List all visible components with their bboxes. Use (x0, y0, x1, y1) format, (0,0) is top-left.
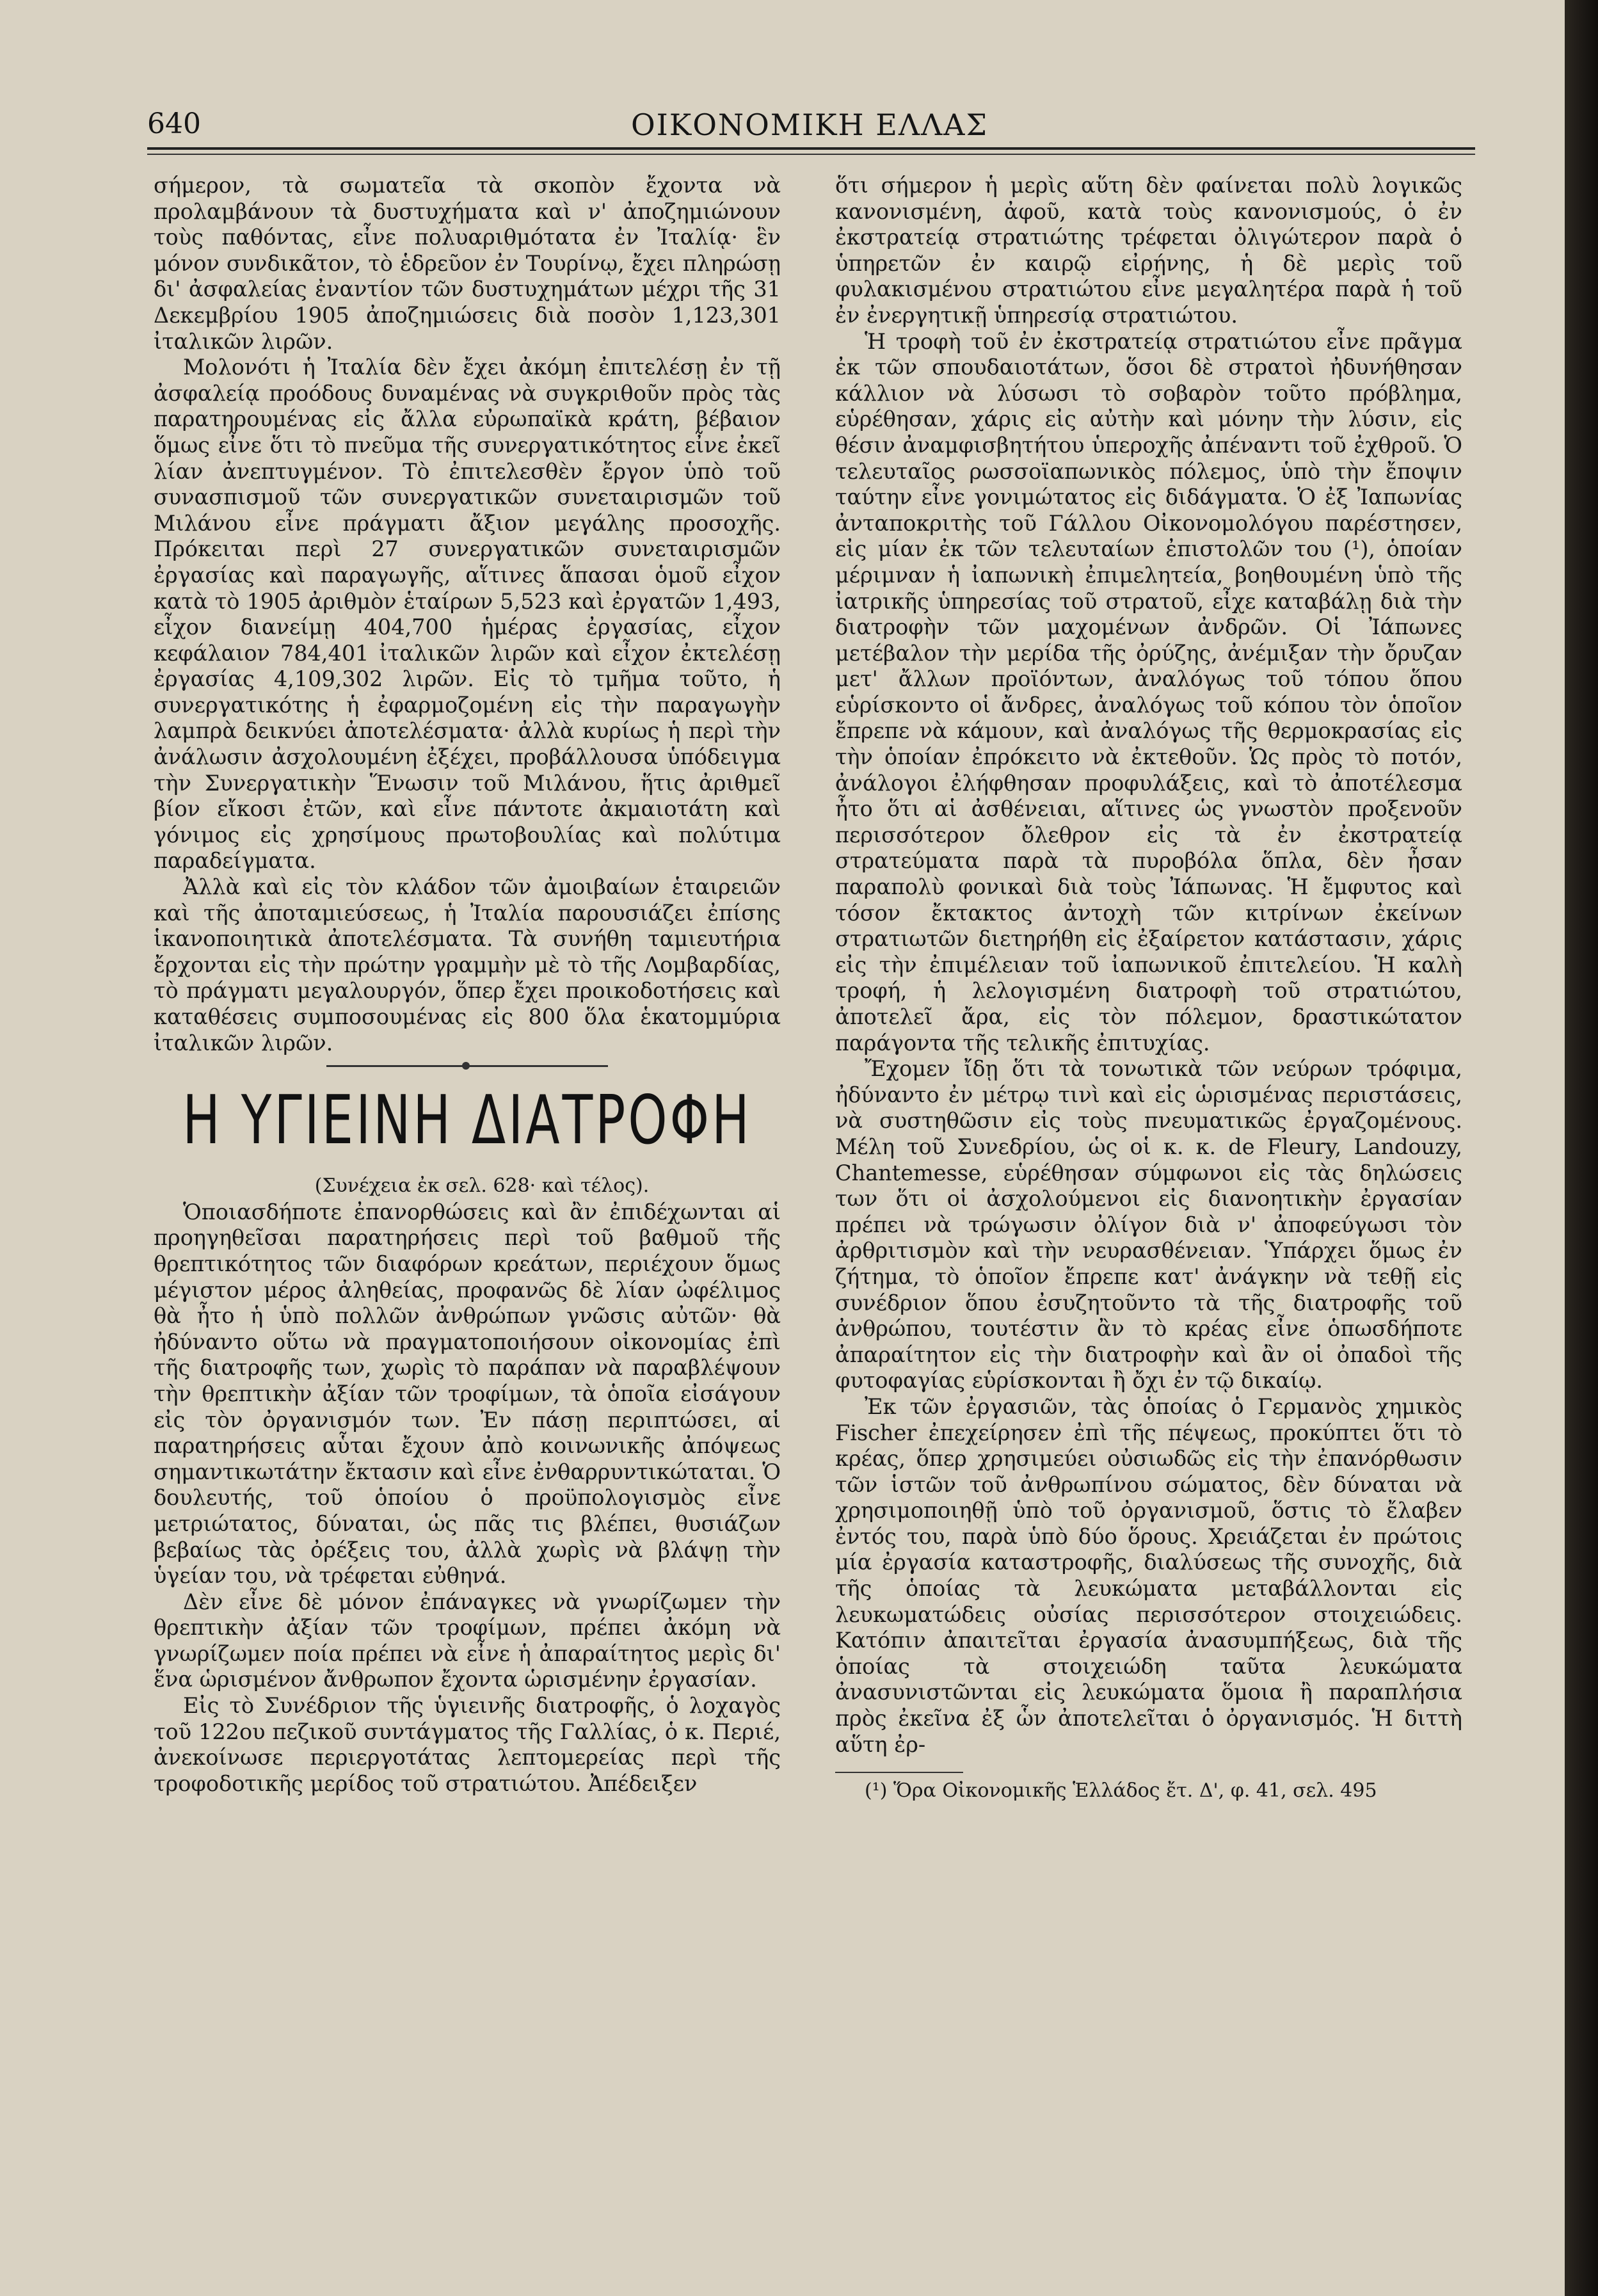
paragraph: Μολονότι ἡ Ἰταλία δὲν ἔχει ἀκόμη ἐπιτελέσῃ ἐν τῇ ἀσφαλείᾳ προόδους δυναμένας νὰ συγκριθοῦν πρὸς τὰς παρατηρουμένας εἰς ἄλλα εὐρωπαϊκὰ κράτη, βέβαιον ὅμως εἶνε ὅτι τὸ πνεῦμα τῆς συνεργατικότητος εἶνε ἐκεῖ λίαν ἀνεπτυγμένον. Τὸ ἐπιτελεσθὲν ἔργον ὑπὸ τοῦ συνασπισμοῦ τῶν συνεργατικῶν συνεταιρισμῶν τοῦ Μιλάνου εἶνε πράγματι ἄξιον μεγάλης προσοχῆς. Πρόκειται περὶ 27 συνεργατικῶν συνεταιρισμῶν ἐργασίας καὶ παραγωγῆς, αἵτινες ἅπασαι ὁμοῦ εἶχον κατὰ τὸ 1905 ἀριθμὸν ἑταίρων 5,523 καὶ ἐργατῶν 1,493, εἶχον διανείμῃ 404,700 ἡμέρας ἐργασίας, εἶχον κεφάλαιον 784,401 ἰταλικῶν λιρῶν καὶ εἶχον ἐκτελέσῃ ἐργασίας 4,109,302 λιρῶν. Εἰς τὸ τμῆμα τοῦτο, ἡ συνεργατικότης ἡ ἐφαρμοζομένη εἰς τὴν παραγωγὴν λαμπρὰ δεικνύει ἀποτελέσματα· ἀλλὰ κυρίως ἡ περὶ τὴν ἀνάλωσιν ἀσχολουμένη ἐξέχει, προβάλλουσα ὑπόδειγμα τὴν Συνεργατικὴν Ἕνωσιν τοῦ Μιλάνου, ἥτις ἀριθμεῖ βίον εἴκοσι ἐτῶν, καὶ εἶνε πάντοτε ἀκμαιοτάτη καὶ γόνιμος εἰς χρησίμους πρωτοβουλίας καὶ πολύτιμα παραδείγματα. (154, 355, 781, 874)
paragraph: Ἔχομεν ἴδῃ ὅτι τὰ τονωτικὰ τῶν νεύρων τρόφιμα, ἠδύναντο ἐν μέτρῳ τινὶ καὶ εἰς ὡρισμένας περιστάσεις, νὰ συστηθῶσιν εἰς τοὺς πνευματικῶς ἐργαζομένους. Μέλη τοῦ Συνεδρίου, ὡς οἱ κ. κ. de Fleury, Landouzy, Chantemesse, εὑρέθησαν σύμφωνοι εἰς τὰς δηλώσεις των ὅτι οἱ ἀσχολούμενοι εἰς διανοητικὴν ἐργασίαν πρέπει νὰ τρώγωσιν ὀλίγον διὰ ν' ἀποφεύγωσι τὸν ἀρθριτισμὸν καὶ τὴν νευρασθένειαν. Ὑπάρχει ὅμως ἐν ζήτημα, τὸ ὁποῖον ἔπρεπε κατ' ἀνάγκην νὰ τεθῇ εἰς συνέδριον ὅπου ἐσυζητοῦντο τὰ τῆς διατροφῆς τοῦ ἀνθρώπου, τουτέστιν ἂν τὸ κρέας εἶνε ὁπωσδήποτε ἀπαραίτητον εἰς τὴν διατροφὴν καὶ ἂν οἱ ὀπαδοὶ τῆς φυτοφαγίας εὑρίσκονται ἢ ὄχι ἐν τῷ δικαίῳ. (835, 1056, 1462, 1393)
running-title: ΟΙΚΟΝΟΜΙΚΗ ΕΛΛΑΣ (630, 108, 989, 142)
page-header (147, 108, 1472, 146)
section-divider (326, 1065, 608, 1067)
header-rule (147, 147, 1475, 150)
paragraph: Εἰς τὸ Συνέδριον τῆς ὑγιεινῆς διατροφῆς, ὁ λοχαγὸς τοῦ 122ου πεζικοῦ συντάγματος τῆς Γαλλίας, ὁ κ. Περιέ, ἀνεκοίνωσε περιεργοτάτας λεπτομερείας περὶ τῆς τροφοδοτικῆς μερίδος τοῦ στρατιώτου. Ἀπέδειξεν (154, 1693, 781, 1796)
section-subtitle: (Συνέχεια ἐκ σελ. 628· καὶ τέλος). (314, 1175, 650, 1198)
paragraph: Ἀλλὰ καὶ εἰς τὸν κλάδον τῶν ἀμοιβαίων ἑταιρειῶν καὶ τῆς ἀποταμιεύσεως, ἡ Ἰταλία παρουσιάζει ἐπίσης ἱκανοποιητικὰ ἀποτελέσματα. Τὰ συνήθη ταμιευτήρια ἔρχονται εἰς τὴν πρώτην γραμμὴν μὲ τὸ τῆς Λομβαρδίας, τὸ πράγματι μεγαλουργόν, ὅπερ ἔχει προικοδοτήσεις καὶ καταθέσεις συμποσουμένας εἰς 800 ὅλα ἑκατομμύρια ἰταλικῶν λιρῶν. (154, 874, 781, 1056)
paragraph: σήμερον, τὰ σωματεῖα τὰ σκοπὸν ἔχοντα νὰ προλαμβάνουν τὰ δυστυχήματα καὶ ν' ἀποζημιώνουν τοὺς παθόντας, εἶνε πολυαριθμότατα ἐν Ἰταλίᾳ· ἓν μόνον συνδικᾶτον, τὸ ἑδρεῦον ἐν Τουρίνῳ, ἔχει πληρώσῃ δι' ἀσφαλείας ἐναντίον τῶν δυστυχημάτων μέχρι τῆς 31 Δεκεμβρίου 1905 ἀποζημιώσεις διὰ ποσὸν 1,123,301 ἰταλικῶν λιρῶν. (154, 173, 781, 354)
paragraph: ὅτι σήμερον ἡ μερὶς αὕτη δὲν φαίνεται πολὺ λογικῶς κανονισμένη, ἀφοῦ, κατὰ τοὺς κανονισμούς, ὁ ἐν ἐκστρατείᾳ στρατιώτης τρέφεται ὀλιγώτερον παρὰ ὁ ὑπηρετῶν ἐν καιρῷ εἰρήνης, ἡ δὲ μερὶς τοῦ φυλακισμένου στρατιώτου εἶνε μεγαλητέρα παρὰ ἡ τοῦ ἐν ἐνεργητικῇ ὑπηρεσίᾳ στρατιώτου. (835, 173, 1462, 328)
paragraph: Ἐκ τῶν ἐργασιῶν, τὰς ὁποίας ὁ Γερμανὸς χημικὸς Fischer ἐπεχείρησεν ἐπὶ τῆς πέψεως, προκύπτει ὅτι τὸ κρέας, ὅπερ χρησιμεύει οὐσιωδῶς εἰς τὴν ἐπανόρθωσιν τῶν ἱστῶν τοῦ ἀνθρωπίνου σώματος, δὲν δύναται νὰ χρησιμοποιηθῇ ὑπὸ τοῦ ὀργανισμοῦ, ὅστις τὸ ἔλαβεν ἐντός του, παρὰ ὑπὸ δύο ὅρους. Χρειάζεται ἐν πρώτοις μία ἐργασία καταστροφῆς, διαλύσεως τῆς συνοχῆς, διὰ τῆς ὁποίας τὰ λευκώματα μεταβάλλονται εἰς λευκωματώδεις οὐσίας περισσότερον στοιχειώδεις. Κατόπιν ἀπαιτεῖται ἐργασία ἀνασυμπήξεως, διὰ τῆς ὁποίας τὰ στοιχειώδη ταῦτα λευκώματα ἀνασυνιστῶνται εἰς λευκώματα ὅμοια ἢ παραπλήσια πρὸς ἐκεῖνα ἐξ ὧν ἀποτελεῖται ὁ ὀργανισμός. Ἡ διττὴ αὕτη ἐρ- (835, 1393, 1462, 1757)
left-column (154, 173, 781, 2260)
paragraph: Δὲν εἶνε δὲ μόνον ἐπάναγκες νὰ γνωρίζωμεν τὴν θρεπτικὴν ἀξίαν τῶν τροφίμων, πρέπει ἀκόμη νὰ γνωρίζωμεν ποία πρέπει νὰ εἶνε ἡ ἀπαραίτητος μερὶς δι' ἕνα ὡρισμένον ἄνθρωπον ἔχοντα ὡρισμένην ἐργασίαν. (154, 1589, 781, 1692)
footnote-rule (835, 1772, 963, 1773)
page-number: 640 (147, 108, 201, 140)
paragraph: Ἡ τροφὴ τοῦ ἐν ἐκστρατείᾳ στρατιώτου εἶνε πρᾶγμα ἐκ τῶν σπουδαιοτάτων, ὅσοι δὲ στρατοὶ ἠδυνήθησαν κάλλιον νὰ λύσωσι τὸ σοβαρὸν τοῦτο πρόβλημα, εὑρέθησαν, χάρις εἰς αὐτὴν καὶ μόνην τὴν λύσιν, εἰς θέσιν ἀναμφισβητήτου ὑπεροχῆς ἀπέναντι τοῦ ἐχθροῦ. Ὁ τελευταῖος ρωσσοϊαπωνικὸς πόλεμος, ὑπὸ τὴν ἔποψιν ταύτην εἶνε γονιμώτατος εἰς διδάγματα. Ὁ ἐξ Ἰαπωνίας ἀνταποκριτὴς τοῦ Γάλλου Οἰκονομολόγου παρέστησεν, εἰς μίαν ἐκ τῶν τελευταίων ἐπιστολῶν του (¹), ὁποίαν μέριμναν ἡ ἰαπωνικὴ ἐπιμελητεία, βοηθουμένη ὑπὸ τῆς ἰατρικῆς ὑπηρεσίας τοῦ στρατοῦ, εἶχε καταβάλῃ διὰ τὴν διατροφὴν τῶν μαχομένων ἀνδρῶν. Οἱ Ἰάπωνες μετέβαλον τὴν μερίδα τῆς ὀρύζης, ἀνέμιξαν τὴν ὄρυζαν μετ' ἄλλων προϊόντων, ἀναλόγως τοῦ τόπου ὅπου εὑρίσκοντο οἱ ἄνδρες, ἀναλόγως τοῦ κόπου τὸν ὁποῖον ἔπρεπε νὰ κάμουν, καὶ ἀναλόγως τῆς θερμοκρασίας εἰς τὴν ὁποίαν ἐπρόκειτο νὰ ἐκτεθοῦν. Ὡς πρὸς τὸ ποτόν, ἀνάλογοι ἐλήφθησαν προφυλάξεις, καὶ τὸ ἀποτέλεσμα ἦτο ὅτι αἱ ἀσθένειαι, αἵτινες ὡς γνωστὸν προξενοῦν περισσότερον ὄλεθρον εἰς τὰ ἐν ἐκστρατείᾳ στρατεύματα παρὰ τὰ πυροβόλα ὅπλα, δὲν ἦσαν παραπολὺ φονικαὶ διὰ τοὺς Ἰάπωνας. Ἡ ἔμφυτος καὶ τόσον ἔκτακτος ἀντοχὴ τῶν κιτρίνων ἐκείνων στρατιωτῶν διετηρήθη εἰς ἐξαίρετον κατάστασιν, χάρις εἰς τὴν ἐπιμέλειαν τοῦ ἰαπωνικοῦ ἐπιτελείου. Ἡ καλὴ τροφή, ἡ λελογισμένη διατροφὴ τοῦ στρατιώτου, ἀποτελεῖ ἄρα, εἰς τὸν πόλεμον, δραστικώτατον παράγοντα τῆς τελικῆς ἐπιτυχίας. (835, 328, 1462, 1056)
paragraph: Ὁποιασδήποτε ἐπανορθώσεις καὶ ἂν ἐπιδέχωνται αἱ προηγηθεῖσαι παρατηρήσεις περὶ τοῦ βαθμοῦ τῆς θρεπτικότητος τῶν διαφόρων κρεάτων, περιέχουν ὅμως μέγιστον μέρος ἀληθείας, προφανῶς δὲ λίαν ὠφέλιμος θὰ ἦτο ἡ ὑπὸ πολλῶν ἀνθρώπων γνῶσις αὐτῶν· θὰ ἠδύναντο οὕτω νὰ πραγματοποιήσουν οἰκονομίας ἐπὶ τῆς διατροφῆς των, χωρὶς τὸ παράπαν νὰ παραβλέψουν τὴν θρεπτικὴν ἀξίαν τῶν τροφίμων, τὰ ὁποῖα εἰσάγουν εἰς τὸν ὀργανισμόν των. Ἐν πάσῃ περιπτώσει, αἱ παρατηρήσεις αὗται ἔχουν ἀπὸ κοινωνικῆς ἀπόψεως σημαντικωτάτην ἔκτασιν καὶ εἶνε ἐνθαρρυντικώταται. Ὁ δουλευτής, τοῦ ὁποίου ὁ προϋπολογισμὸς εἶνε μετριώτατος, δύναται, ὡς πᾶς τις βλέπει, θυσιάζων βεβαίως τὰς ὀρέξεις του, ἀλλὰ χωρὶς νὰ βλάψῃ τὴν ὑγείαν του, νὰ τρέφεται εὐθηνά. (154, 1199, 781, 1589)
book-spine-shadow (1565, 0, 1598, 2296)
right-column (835, 173, 1462, 2260)
footnote: (¹) Ὅρα Οἰκονομικῆς Ἑλλάδος ἔτ. Δ', φ. 41, σελ. 495 (865, 1779, 1377, 1802)
section-title: Η ΥΓΙΕΙΝΗ ΔΙΑΤΡΟΦΗ (182, 1082, 752, 1160)
header-rule-thin (147, 154, 1475, 155)
